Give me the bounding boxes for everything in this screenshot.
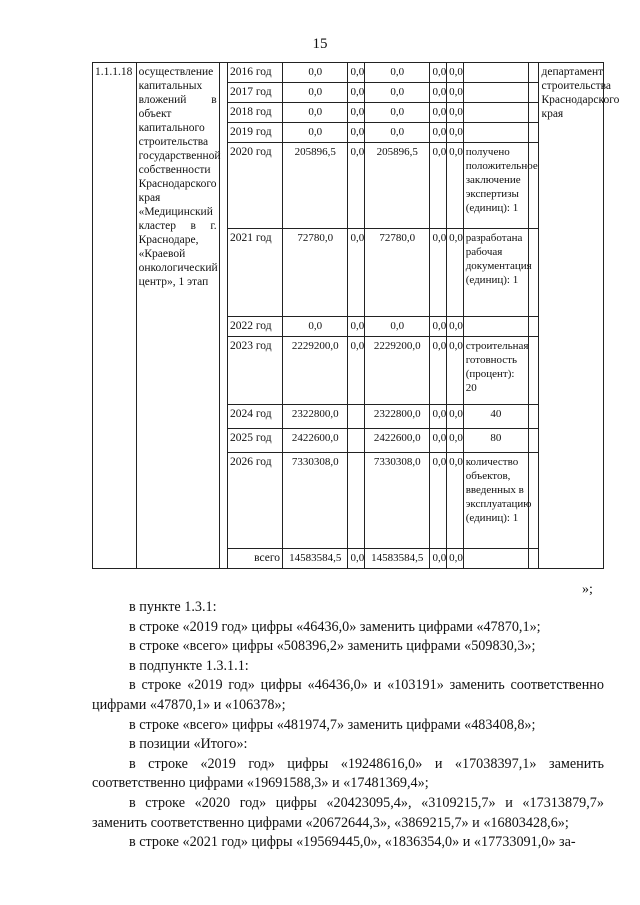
value-extra-cell: 0,0: [447, 429, 464, 453]
indicator-cell: [463, 123, 528, 143]
blank-cell: [529, 549, 539, 569]
value-local-cell: 0,0: [430, 63, 447, 83]
value-extra-cell: 0,0: [447, 405, 464, 429]
value-regional-cell: 72780,0: [365, 229, 430, 317]
indicator-cell: 80: [463, 429, 528, 453]
value-total-cell: 14583584,5: [283, 549, 348, 569]
table-row: [93, 63, 604, 83]
year-cell: 2025 год: [227, 429, 282, 453]
item-name-cell: осуществление капитальных вложений в объект капитального строительства государственной собственности Краснодарского края «Медицинский кластер в г. Краснодаре, «Краевой онкологический центр», 1 этап: [136, 63, 219, 569]
value-federal-cell: 0,0: [348, 317, 365, 337]
year-cell: 2024 год: [227, 405, 282, 429]
value-local-cell: 0,0: [430, 229, 447, 317]
paragraph: в пункте 1.3.1:: [129, 599, 217, 615]
amendment-text: [92, 598, 604, 853]
value-total-cell: 7330308,0: [283, 453, 348, 549]
value-local-cell: 0,0: [430, 83, 447, 103]
paragraph: в строке «2019 год» цифры «19248616,0» и «17038397,1» заменить соответственно цифрами «19691588,3» и «17481369,4»;: [92, 755, 604, 792]
value-total-cell: 0,0: [283, 83, 348, 103]
value-federal-cell: 0,0: [348, 143, 365, 229]
year-cell: 2026 год: [227, 453, 282, 549]
paragraph: в строке «всего» цифры «508396,2» заменить цифрами «509830,3»;: [129, 638, 536, 655]
value-local-cell: 0,0: [430, 103, 447, 123]
indicator-cell: количество объектов, введенных в эксплуатацию (единиц): 1: [463, 453, 528, 549]
paragraph: в позиции «Итого»:: [129, 736, 248, 753]
value-extra-cell: 0,0: [447, 229, 464, 317]
paragraph: в строке «2021 год» цифры «19569445,0», «1836354,0» и «17733091,0» за-: [129, 834, 576, 851]
value-total-cell: 2229200,0: [283, 337, 348, 405]
value-federal-cell: 0,0: [348, 549, 365, 569]
value-local-cell: 0,0: [430, 337, 447, 405]
value-total-cell: 72780,0: [283, 229, 348, 317]
blank-cell: [529, 337, 539, 405]
value-federal-cell: 0,0: [348, 337, 365, 405]
value-regional-cell: 0,0: [365, 123, 430, 143]
value-federal-cell: 0,0: [348, 229, 365, 317]
value-federal-cell: [348, 429, 365, 453]
value-total-cell: 0,0: [283, 63, 348, 83]
year-cell: 2021 год: [227, 229, 282, 317]
value-regional-cell: 2229200,0: [365, 337, 430, 405]
value-federal-cell: 0,0: [348, 83, 365, 103]
value-extra-cell: 0,0: [447, 123, 464, 143]
value-local-cell: 0,0: [430, 405, 447, 429]
value-federal-cell: 0,0: [348, 63, 365, 83]
value-local-cell: 0,0: [430, 429, 447, 453]
paragraph: в подпункте 1.3.1.1:: [129, 657, 249, 674]
indicator-cell: [463, 103, 528, 123]
indicator-cell: [463, 549, 528, 569]
blank-cell: [529, 143, 539, 229]
paragraph: в строке «2020 год» цифры «20423095,4», «3109215,7» и «17313879,7» заменить соответственно цифрами «20672644,3», «3869215,7» и «16803428,6»;: [92, 794, 604, 831]
program-table: [92, 62, 620, 569]
value-total-cell: 205896,5: [283, 143, 348, 229]
blank-cell: [529, 123, 539, 143]
value-federal-cell: 0,0: [348, 123, 365, 143]
department-cell: департамент строительства Краснодарского края: [539, 63, 604, 569]
value-regional-cell: 2422600,0: [365, 429, 430, 453]
year-cell: 2016 год: [227, 63, 282, 83]
year-cell: 2019 год: [227, 123, 282, 143]
year-cell: 2017 год: [227, 83, 282, 103]
blank-cell: [529, 317, 539, 337]
blank-cell: [529, 405, 539, 429]
value-extra-cell: 0,0: [447, 317, 464, 337]
value-total-cell: 2422600,0: [283, 429, 348, 453]
value-federal-cell: [348, 405, 365, 429]
year-cell: 2022 год: [227, 317, 282, 337]
value-regional-cell: 14583584,5: [365, 549, 430, 569]
value-extra-cell: 0,0: [447, 549, 464, 569]
value-extra-cell: 0,0: [447, 63, 464, 83]
page-number: 15: [312, 36, 328, 52]
value-extra-cell: 0,0: [447, 143, 464, 229]
value-total-cell: 0,0: [283, 317, 348, 337]
blank-cell: [529, 429, 539, 453]
value-local-cell: 0,0: [430, 123, 447, 143]
value-local-cell: 0,0: [430, 317, 447, 337]
table-body: [93, 63, 620, 569]
year-cell: 2023 год: [227, 337, 282, 405]
value-regional-cell: 2322800,0: [365, 405, 430, 429]
value-total-cell: 2322800,0: [283, 405, 348, 429]
indicator-cell: разработана рабочая документация (единиц): 1: [463, 229, 528, 317]
indicator-cell: получено положительное заключение экспертизы (единиц): 1: [463, 143, 528, 229]
value-federal-cell: 0,0: [348, 103, 365, 123]
indicator-cell: строительная готовность (процент): 20: [463, 337, 528, 405]
indicator-cell: [463, 83, 528, 103]
value-regional-cell: 0,0: [365, 83, 430, 103]
indicator-cell: [463, 317, 528, 337]
paragraph: в строке «всего» цифры «481974,7» заменить цифрами «483408,8»;: [129, 716, 536, 733]
value-extra-cell: 0,0: [447, 453, 464, 549]
value-extra-cell: 0,0: [447, 83, 464, 103]
value-regional-cell: 0,0: [365, 103, 430, 123]
year-cell: 2020 год: [227, 143, 282, 229]
indicator-cell: [463, 63, 528, 83]
paragraph: в строке «2019 год» цифры «46436,0» и «103191» заменить соответственно цифрами «47870,1» и «106378»;: [92, 677, 604, 713]
year-cell: 2018 год: [227, 103, 282, 123]
value-federal-cell: [348, 453, 365, 549]
indicator-cell: 40: [463, 405, 528, 429]
value-regional-cell: 7330308,0: [365, 453, 430, 549]
value-extra-cell: 0,0: [447, 103, 464, 123]
value-total-cell: 0,0: [283, 103, 348, 123]
value-local-cell: 0,0: [430, 549, 447, 569]
value-regional-cell: 205896,5: [365, 143, 430, 229]
spacer-cell: [219, 63, 227, 569]
value-extra-cell: 0,0: [447, 337, 464, 405]
year-cell: всего: [227, 549, 282, 569]
blank-cell: [529, 103, 539, 123]
value-total-cell: 0,0: [283, 123, 348, 143]
item-code-cell: 1.1.1.18: [93, 63, 137, 569]
blank-cell: [529, 63, 539, 83]
value-local-cell: 0,0: [430, 453, 447, 549]
value-local-cell: 0,0: [430, 143, 447, 229]
closing-quote: »;: [582, 582, 593, 597]
paragraph: в строке «2019 год» цифры «46436,0» заменить цифрами «47870,1»;: [129, 618, 541, 635]
value-regional-cell: 0,0: [365, 317, 430, 337]
blank-cell: [529, 83, 539, 103]
value-regional-cell: 0,0: [365, 63, 430, 83]
